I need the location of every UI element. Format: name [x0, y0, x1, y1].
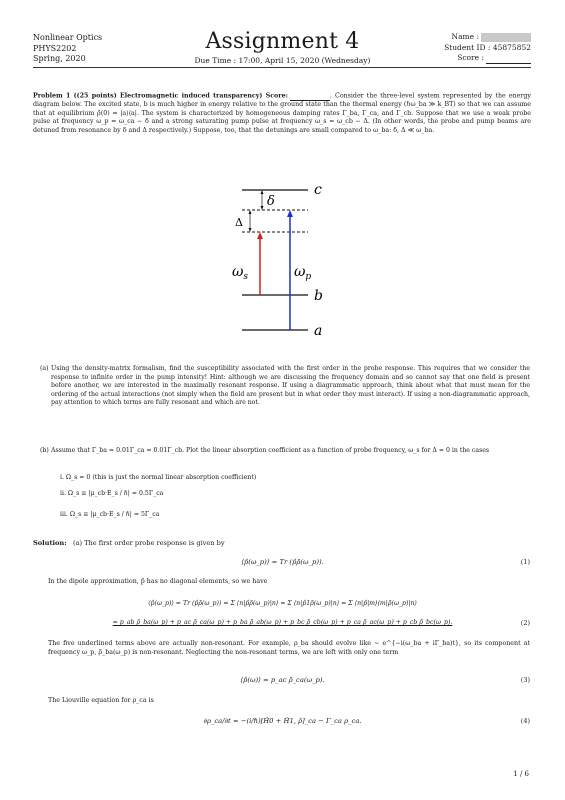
question-b	[40, 447, 530, 456]
solution-paragraph-3: The five underlined terms above are actually non-resonant. For example, ρ_ba should evolve like ~ e^{−i(ω_ba + iΓ_ba)t}, so its component at frequency ω_p, ρ̃_ba(ω_p) is non-resonant. Neglecting the non-resonant terms, we are left with only one term	[48, 640, 530, 656]
equation-2a: ⟨p̂(ω_p)⟩ = Tr (p̂ρ̃(ω_p)) = Σ ⟨n|p̂ρ̃(ω_p)|n⟩ = Σ ⟨n|p̂1ρ̃(ω_p)|n⟩ = Σ ⟨n|p̂|m⟩⟨m|ρ̃(ω_p)|n⟩	[148, 600, 417, 607]
name-redaction	[481, 33, 531, 42]
level-c-label: c	[314, 182, 322, 198]
Delta-arrowhead-down	[249, 228, 252, 232]
student-id-label: Student ID :	[444, 42, 491, 52]
solution-line-4: The Liouville equation for ρ_ca is	[48, 697, 154, 704]
header-divider	[33, 67, 531, 68]
delta-label: δ	[267, 194, 275, 209]
equation-3: ⟨p̂(ω)⟩ = p_ac ρ̃_ca(ω_p).	[240, 676, 325, 684]
equation-2b: = p_ab ρ̃_ba(ω_p) + p_ac ρ̃_ca(ω_p) + p_ba ρ̃_ab(ω_p) + p_bc ρ̃_cb(ω_p) + p_ca ρ̃_ac(ω_p) + p_cb ρ̃_bc(ω_p).	[112, 619, 453, 626]
course-name: Nonlinear Optics	[33, 33, 103, 42]
level-b-label: b	[314, 288, 323, 304]
problem-score-blank	[290, 92, 330, 101]
pump-arrowhead	[257, 232, 263, 239]
student-id-value: 45875852	[492, 42, 531, 52]
course-term: Spring, 2020	[33, 54, 86, 63]
student-info	[444, 32, 531, 64]
question-b-label: (b)	[40, 447, 49, 454]
solution-line-2: In the dipole approximation, p̂ has no diagonal elements, so we have	[48, 578, 268, 585]
course-code: PHYS2202	[33, 43, 77, 53]
level-a-label: a	[314, 323, 323, 339]
solution-intro	[33, 539, 531, 548]
case-i: i. Ω_s = 0 (this is just the normal linear absorption coefficient)	[60, 474, 257, 481]
case-iii: iii. Ω_s ≡ |μ_cb·E_s / ℏ| = 5Γ_ca	[60, 511, 160, 518]
score-blank	[486, 55, 531, 64]
pump-freq-label: $\omega_s$	[232, 264, 249, 282]
probe-freq-label: $\omega_p$	[294, 264, 312, 282]
Delta-label: Δ	[235, 216, 243, 229]
equation-1-number: (1)	[520, 558, 530, 566]
equation-2-number: (2)	[520, 619, 530, 627]
question-a-text: Using the density-matrix formalism, find the susceptibility associated with the first order in the probe response. This requires that we consider the response to infinite order in the pump intensity! Hint: although we are discussing the frequency domain and so cannot say that one field is present before another, we are interested in the maximally resonant response. If using a diagrammatic approach, think about what that must mean for the ordering of the actual interactions (not simply when the field are present but in what order they must interact). If using a non-diagrammatic approach, pay attention to which terms are fully resonant and which are not.	[51, 365, 530, 407]
name-label: Name :	[451, 32, 479, 41]
problem-1-intro: Consider the three-level system represented by the energy diagram below. The excited state, b is much higher in energy relative to the ground state than the thermal energy (ℏω_ba ≫ k_BT) so that we can assume that at equilibrium ρ̂(0) = |a⟩⟨a|. The system is characterized by homogeneous damping rates Γ_ba, Γ_ca, and Γ_cb. Suppose that we use a weak probe pulse at frequency ω_p = ω_ca − δ and a strong saturating pump pulse at frequency ω_s = ω_cb − Δ. (In other words, the probe and pump beams are detuned from resonance by δ and Δ respectively.) Suppose, too, that the detunings are small compared to ω_ba: δ, Δ ≪ ω_ba.	[33, 92, 531, 135]
score-label: Score :	[457, 53, 484, 62]
solution-line-1: (a) The first order probe response is given by	[72, 539, 225, 547]
case-ii: ii. Ω_s ≡ |μ_cb·E_s / ℏ| = 0.5Γ_ca	[60, 490, 164, 497]
problem-1-statement: Problem 1 ((25 points) Electromagnetic induced transparency) Score: . Consider the three-level system represented by the energy diagram below. The excited state, b is much higher in energy relative to the ground state than the thermal energy (ℏω_ba ≫ k_BT) so that we can assume that at equilibrium ρ̂(0) = |a⟩⟨a|. The system is characterized by homogeneous damping rates Γ_ba, Γ_ca, and Γ_cb. Suppose that we use a weak probe pulse at frequency ω_p = ω_ca − δ and a strong saturating pump pulse at frequency ω_s = ω_cb − Δ. (In other words, the probe and pump beams are detuned from resonance by δ and Δ respectively.) Suppose, too, that the detunings are small compared to ω_ba: δ, Δ ≪ ω_ba.	[33, 92, 531, 135]
question-a	[40, 365, 530, 408]
due-time: Due Time : 17:00, April 15, 2020 (Wednesday)	[194, 56, 371, 65]
equation-4-number: (4)	[520, 717, 530, 725]
page-title: Assignment 4	[205, 29, 360, 54]
delta-arrowhead-down	[261, 206, 264, 210]
question-a-label: (a)	[40, 365, 49, 372]
problem-1-heading: Problem 1 ((25 points) Electromagnetic induced transparency) Score:	[33, 92, 288, 100]
equation-4: ∂ρ_ca/∂t = −(i/ℏ)[Ĥ0 + Ĥ1, ρ̂]_ca − Γ_ca ρ_ca.	[203, 717, 362, 725]
energy-level-diagram	[200, 180, 360, 348]
page-number: 1 / 6	[513, 770, 529, 778]
equation-1: ⟨p̂(ω_p)⟩ = Tr (p̂ρ̃(ω_p)).	[241, 558, 324, 566]
solution-label: Solution:	[33, 539, 67, 547]
question-b-text: Assume that Γ_ba = 0.01Γ_ca = 0.01Γ_cb. Plot the linear absorption coefficient as a function of probe frequency, ω_s for Δ = 0 in the cases	[51, 447, 490, 454]
Delta-arrowhead-up	[249, 210, 252, 214]
probe-arrowhead	[287, 210, 293, 217]
equation-3-number: (3)	[520, 676, 530, 684]
